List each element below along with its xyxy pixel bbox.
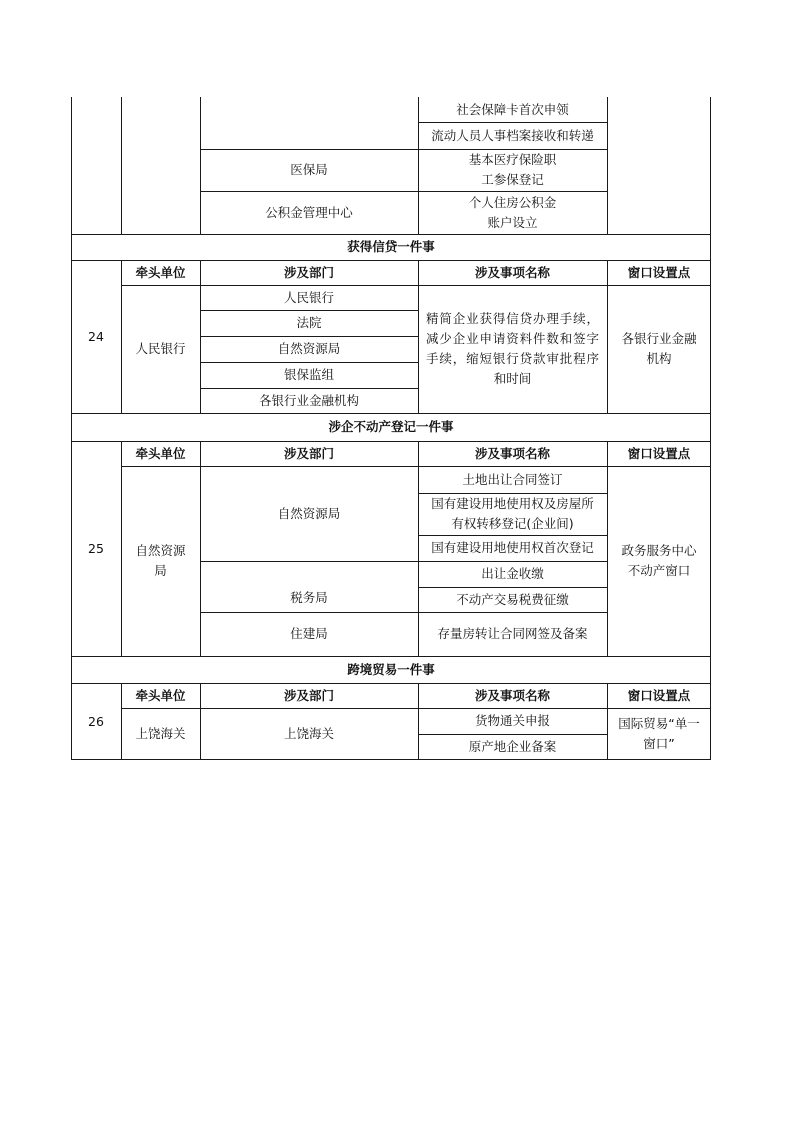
lead-unit-shangrao-customs: 上饶海关 (135, 726, 186, 741)
grid-line (607, 260, 608, 413)
grid-line (418, 535, 607, 536)
dept-housing-bureau: 住建局 (290, 626, 328, 641)
grid-line (607, 441, 608, 656)
item-social-security-card: 社会保障卡首次申领 (456, 101, 569, 117)
table-border-right (710, 97, 711, 760)
grid-line (418, 587, 607, 588)
item-land-contract: 土地出让合同签订 (462, 471, 563, 487)
grid-line (200, 441, 201, 656)
dept-tax-bureau: 税务局 (290, 590, 328, 605)
grid-line (71, 413, 711, 414)
grid-line (121, 97, 122, 234)
dept-natural-resources: 自然资源局 (277, 341, 341, 356)
grid-line (418, 122, 607, 123)
grid-line (121, 466, 711, 467)
grid-line (71, 656, 711, 657)
header-lead-unit: 牵头单位 (135, 264, 186, 280)
grid-line (418, 493, 607, 494)
grid-line (71, 441, 711, 442)
table-border-left (71, 97, 72, 760)
item-housing-contract-filing: 存量房转让合同网签及备案 (437, 626, 588, 641)
grid-line (607, 97, 608, 234)
item-housing-fund-account: 个人住房公积金 账户设立 (468, 194, 557, 230)
dept-banking-institutions: 各银行业金融机构 (258, 392, 359, 408)
grid-line (200, 191, 607, 192)
header-item-name: 涉及事项名称 (474, 687, 550, 703)
item-land-fee-collection: 出让金收缴 (481, 566, 544, 581)
grid-line (71, 683, 711, 684)
header-departments: 涉及部门 (283, 445, 334, 461)
dept-medical-insurance: 医保局 (290, 162, 328, 177)
item-credit-procedures: 精简企业获得信贷办理手续，减少企业申请资料件数和签字手续，缩短银行贷款审批程序和时间 (426, 311, 599, 386)
grid-line (121, 708, 711, 709)
header-item-name: 涉及事项名称 (474, 445, 550, 461)
window-single-window: 国际贸易“单一 窗口” (618, 716, 700, 751)
row-number-25: 25 (88, 540, 104, 556)
dept-cbirc-group: 银保监组 (283, 367, 334, 382)
grid-line (418, 683, 419, 760)
grid-line (200, 612, 607, 613)
grid-line (121, 285, 711, 286)
dept-shangrao-customs: 上饶海关 (283, 726, 334, 741)
grid-line (200, 683, 201, 760)
dept-pboc: 人民银行 (283, 289, 334, 305)
item-ownership-transfer: 国有建设用地使用权及房屋所 有权转移登记(企业间) (431, 496, 594, 531)
header-lead-unit: 牵头单位 (135, 687, 186, 703)
grid-line (200, 561, 607, 562)
grid-line (200, 97, 201, 234)
item-personnel-archive-transfer: 流动人员人事档案接收和转递 (431, 127, 594, 143)
dept-natural-resources: 自然资源局 (277, 505, 341, 521)
grid-line (418, 734, 607, 735)
grid-line (121, 441, 122, 656)
window-property-service: 政务服务中心 不动产窗口 (621, 543, 697, 578)
grid-line (200, 336, 418, 337)
item-origin-enterprise-filing: 原产地企业备案 (468, 739, 557, 754)
section-title-property: 涉企不动产登记一件事 (328, 419, 454, 434)
grid-line (200, 149, 607, 150)
dept-court: 法院 (296, 315, 322, 330)
grid-line (200, 362, 418, 363)
grid-line (607, 683, 608, 760)
lead-unit-pboc: 人民银行 (135, 341, 186, 356)
lead-unit-natural-resources: 自然资源 局 (135, 543, 186, 578)
window-banking-institutions: 各银行业金融 机构 (621, 331, 697, 366)
item-medical-insurance-registration: 基本医疗保险职 工参保登记 (468, 152, 557, 187)
section-title-credit: 获得信贷一件事 (347, 239, 435, 254)
item-customs-declaration: 货物通关申报 (474, 713, 550, 728)
grid-line (71, 260, 711, 261)
row-number-26: 26 (88, 713, 104, 729)
item-transaction-tax: 不动产交易税费征缴 (456, 591, 569, 607)
section-title-trade: 跨境贸易一件事 (347, 661, 435, 677)
row-number-24: 24 (88, 328, 104, 344)
grid-line (200, 388, 418, 389)
table-border-bottom (71, 759, 711, 760)
header-lead-unit: 牵头单位 (135, 445, 186, 461)
header-departments: 涉及部门 (283, 687, 334, 703)
header-window: 窗口设置点 (627, 264, 691, 280)
grid-line (71, 234, 711, 235)
header-window: 窗口设置点 (627, 687, 691, 703)
item-first-registration: 国有建设用地使用权首次登记 (431, 540, 594, 555)
header-departments: 涉及部门 (283, 264, 334, 280)
header-item-name: 涉及事项名称 (474, 264, 550, 280)
header-window: 窗口设置点 (627, 445, 691, 461)
dept-housing-fund-center: 公积金管理中心 (265, 204, 353, 220)
grid-line (200, 310, 418, 311)
grid-line (418, 260, 419, 413)
grid-line (418, 97, 419, 234)
grid-line (418, 441, 419, 656)
grid-line (121, 260, 122, 413)
grid-line (121, 683, 122, 760)
